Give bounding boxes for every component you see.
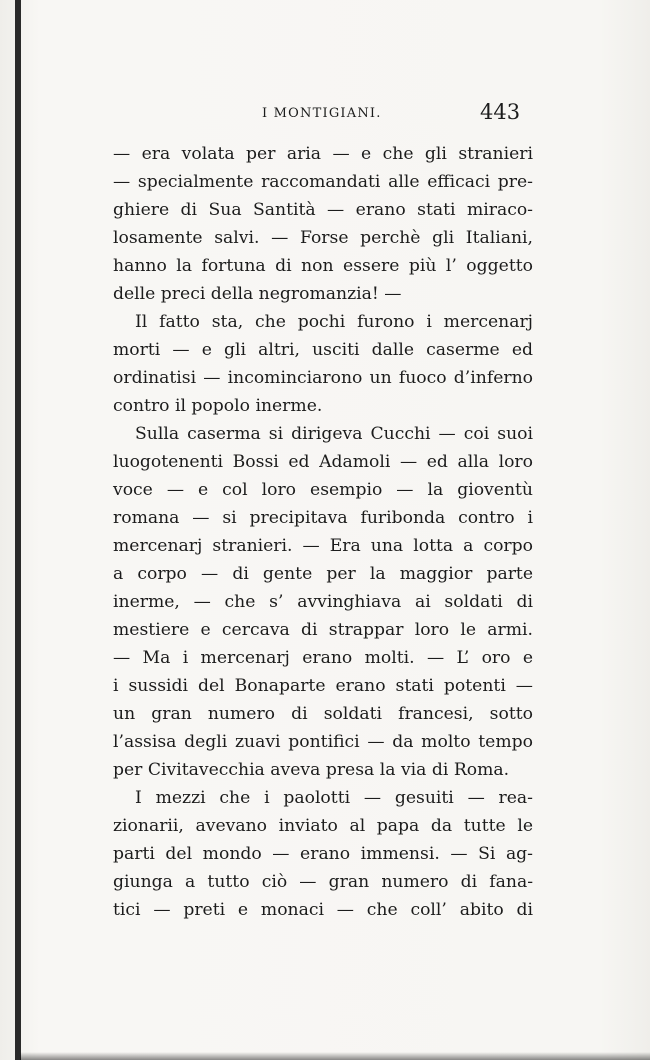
text-line: a corpo — di gente per la maggior parte (113, 564, 533, 584)
text-line: voce — e col loro esempio — la gioventù (113, 480, 533, 500)
text-line: per Civitavecchia aveva presa la via di Roma. (113, 760, 510, 780)
text-line: Sulla caserma si dirigeva Cucchi — coi suoi (135, 424, 533, 444)
text-line: — Ma i mercenarj erano molti. — L’ oro e (113, 648, 533, 668)
text-line: contro il popolo inerme. (113, 396, 323, 416)
text-line: ghiere di Sua Santità — erano stati miraco- (113, 200, 533, 220)
body-text (113, 140, 533, 924)
text-line: Il fatto sta, che pochi furono i mercenarj (135, 312, 533, 332)
text-line: giunga a tutto ciò — gran numero di fana- (113, 872, 533, 892)
running-head: I MONTIGIANI. (262, 106, 382, 121)
text-line: mercenarj stranieri. — Era una lotta a corpo (113, 536, 533, 556)
text-line: parti del mondo — erano immensi. — Si ag- (113, 844, 533, 864)
text-line: ordinatisi — incominciarono un fuoco d’inferno (113, 368, 533, 388)
text-line: romana — si precipitava furibonda contro i (113, 508, 533, 528)
page-header (0, 100, 650, 130)
text-line: inerme, — che s’ avvinghiava ai soldati di (113, 592, 533, 612)
text-line: un gran numero di soldati francesi, sotto (113, 704, 533, 724)
text-line: morti — e gli altri, usciti dalle caserme ed (113, 340, 533, 360)
text-line: tici — preti e monaci — che coll’ abito di (113, 900, 533, 920)
text-line: I mezzi che i paolotti — gesuiti — rea- (135, 788, 533, 808)
text-line: hanno la fortuna di non essere più l’ oggetto (113, 256, 533, 276)
text-line: zionarii, avevano inviato al papa da tutte le (113, 816, 533, 836)
page-gutter-edge (15, 0, 21, 1060)
text-line: — era volata per aria — e che gli stranieri (113, 144, 533, 164)
text-line: mestiere e cercava di strappar loro le armi. (113, 620, 533, 640)
page-bottom-edge (20, 1052, 650, 1060)
page-number: 443 (480, 100, 521, 124)
text-line: delle preci della negromanzia! — (113, 284, 402, 304)
text-line: l’assisa degli zuavi pontifici — da molto tempo (113, 732, 533, 752)
text-line: — specialmente raccomandati alle efficaci pre- (113, 172, 533, 192)
text-line: i sussidi del Bonaparte erano stati potenti — (113, 676, 533, 696)
text-line: losamente salvi. — Forse perchè gli Italiani, (113, 228, 533, 248)
text-line: luogotenenti Bossi ed Adamoli — ed alla loro (113, 452, 533, 472)
